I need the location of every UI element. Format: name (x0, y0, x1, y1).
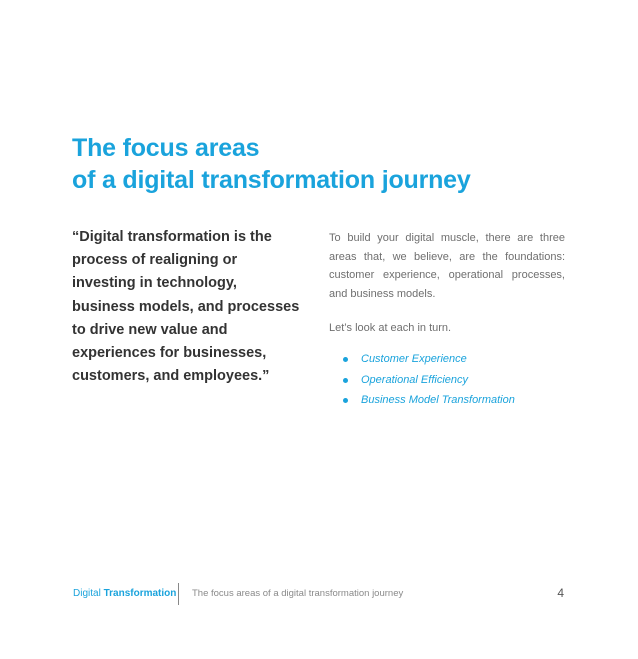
intro-paragraph: To build your digital muscle, there are three areas that, we believe, are the foundations: customer experience, operational processes, and business models. (329, 232, 565, 300)
list-item (329, 370, 565, 391)
page-number: 4 (557, 586, 564, 600)
body-column (329, 229, 565, 411)
quote-line: to drive new value and (72, 321, 228, 338)
footer-divider (178, 583, 179, 605)
focus-areas-list (329, 349, 565, 411)
page-title-line-1: The focus areas (72, 134, 260, 162)
footer-caption: The focus areas of a digital transformation journey (192, 588, 404, 599)
page-title-line-2: of a digital transformation journey (72, 166, 471, 194)
bullet-dot-icon (343, 357, 348, 362)
footer-brand (73, 588, 176, 599)
quote-line: customers, and employees.” (72, 368, 270, 385)
quote-line: “Digital transformation is the (72, 229, 272, 245)
bullet-dot-icon (343, 378, 348, 383)
list-item (329, 390, 565, 411)
quote-line: business models, and processes (72, 298, 300, 315)
pull-quote (72, 226, 302, 388)
footer-brand-light: Digital (73, 588, 101, 599)
quote-line: experiences for businesses, (72, 345, 267, 362)
bullet-dot-icon (343, 398, 348, 403)
quote-line: investing in technology, (72, 275, 237, 292)
list-item-label: Customer Experience (361, 353, 467, 365)
footer-brand-bold: Transformation (103, 588, 177, 599)
list-item (329, 349, 565, 370)
quote-line: process of realigning or (72, 252, 238, 269)
list-item-label: Operational Efficiency (361, 373, 468, 386)
page-title (72, 132, 471, 196)
lead-in-paragraph: Let’s look at each in turn. (329, 322, 452, 334)
list-item-label: Business Model Transformation (361, 394, 515, 406)
